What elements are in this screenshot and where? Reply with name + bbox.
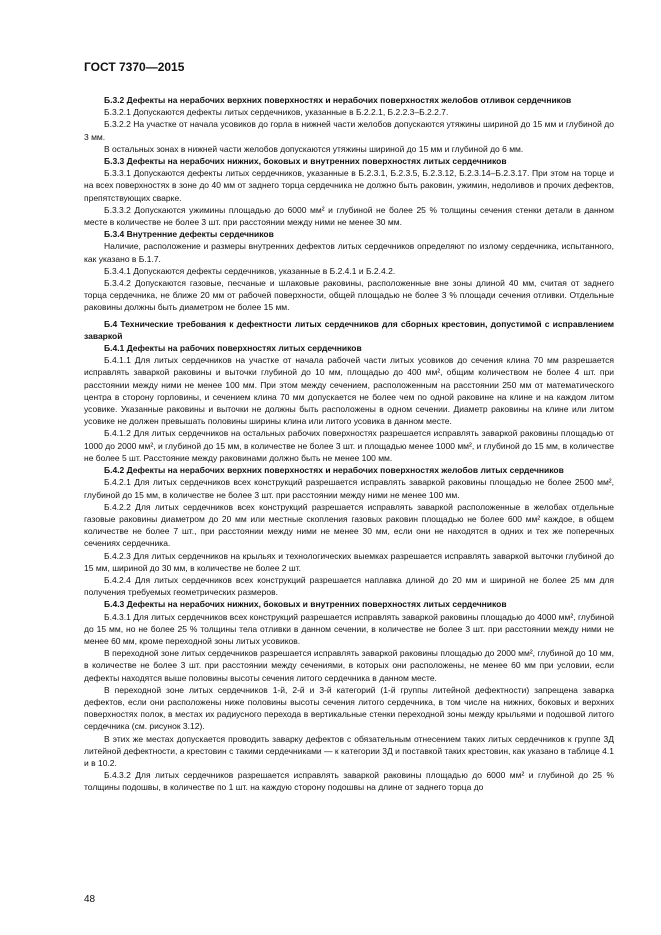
paragraph: Б.4.2.3 Для литых сердечников на крыльях и технологических выемках разрешается исправлять заваркой выточки глубиной до 15 мм, шириной до 30 мм, в количестве не более 2 шт. [84,550,614,573]
paragraph: Б.4.2.1 Для литых сердечников всех конструкций разрешается исправлять заваркой раковины площадью не более 2500 мм², глубиной до 15 мм, в количестве не более 3 шт. при расстоянии между ними не менее 100 мм. [84,477,614,500]
paragraph: Б.3.2.2 На участке от начала усовиков до горла в нижней части желобов допускаются утяжины шириной до 15 мм и глубиной до 3 мм. [84,119,614,142]
paragraph: Наличие, расположение и размеры внутренних дефектов литых сердечников определяют по излому сердечника, испытанного, как указано в Б.1.7. [84,241,614,264]
document-body [84,94,614,794]
section-heading: Б.4.2 Дефекты на нерабочих верхних поверхностях и нерабочих поверхностях желобов литых сердечников [104,465,564,476]
paragraph: В этих же местах допускается проводить заварку дефектов с обязательным отнесением таких литых сердечников к группе 3Д литейной дефектности, а крестовин с такими сердечниками — к категории 3Д и поставкой таких крестовин, как указано в таблице 4.1 и в 10.2. [84,733,614,768]
paragraph: Б.3.3.1 Допускаются дефекты литых сердечников, указанные в Б.2.3.1, Б.2.3.5, Б.2.3.12, Б.2.3.14–Б.2.3.17. При этом на торце и на всех поверхностях в зоне до 40 мм от заднего торца сердечника не должно быть раковин, ужимин, недоливов и прочих дефектов, препятствующих сварке. [84,168,614,203]
paragraph: Б.4.2.2 Для литых сердечников всех конструкций разрешается исправлять заваркой расположенные в желобах отдельные газовые раковины диаметром до 20 мм или местные скопления газовых раковин площадью не более 600 мм² каждое, в общем количестве не более 7 шт., при расстоянии между ними не менее 30 мм, если они не находятся в одних и тех же поперечных сечениях сердечника. [84,501,614,549]
section-heading: Б.4.1 Дефекты на рабочих поверхностях литых сердечников [104,343,362,354]
paragraph: Б.4.2.4 Для литых сердечников всех конструкций разрешается наплавка длиной до 20 мм и шириной не более 25 мм для получения требуемых геометрических размеров. [84,574,614,598]
section-heading: Б.4 Технические требования к дефектности литых сердечников для сборных крестовин, допустимой с исправлением заваркой [84,318,614,341]
paragraph: Б.3.4.2 Допускаются газовые, песчаные и шлаковые раковины, расположенные вне зоны длиной 40 мм, считая от заднего торца сердечника, не ближе 20 мм от рабочей поверхности, общей площадью не более 3 % площади сечения отливки. Отдельные раковины должны быть диаметром не более 15 мм. [84,278,614,313]
paragraph: В переходной зоне литых сердечников 1-й, 2-й и 3-й категорий (1-й группы литейной дефектности) запрещена заварка дефектов, если они расположены ниже половины высоты сечения литого сердечника, в том числе на нижних, боковых и верхних поверхностях полок, в местах их радиусного перехода в вертикальные стенки переходной зоны между крыльями и подошвой литого сердечника (см. рисунок 3.12). [84,684,614,732]
paragraph: Б.4.3.1 Для литых сердечников всех конструкций разрешается исправлять заваркой раковины площадью до 4000 мм², глубиной до 15 мм, но не более 25 % толщины тела отливки в данном сечении, в количестве не более 3 шт. при расстоянии между ними не менее 60 мм, кроме переходной зоны литых усовиков. [84,611,614,646]
section-heading: Б.3.2 Дефекты на нерабочих верхних поверхностях и нерабочих поверхностях желобов отливок сердечников [104,95,572,105]
paragraph: Б.4.1.2 Для литых сердечников на остальных рабочих поверхностях разрешается исправлять заваркой раковины площадью от 1000 до 2000 мм², и глубиной до 15 мм, в количестве не более 3 шт. и площадью менее 1000 мм², и глубиной до 15 мм, в количестве не более 5 шт. Расстояние между раковинами должно быть не менее 100 мм. [84,428,614,463]
page-number: 48 [84,894,96,905]
section-heading: Б.3.4 Внутренние дефекты сердечников [104,229,274,240]
paragraph: В переходной зоне литых сердечников разрешается исправлять заваркой раковины площадью до 2000 мм², глубиной до 10 мм, в количестве не более 3 шт. при расстоянии между сечениями, в которых они расположены, не менее 60 мм при условии, если дефекты находятся выше половины высоты сечения литого сердечника в данном месте. [84,648,614,683]
section-heading: Б.4.3 Дефекты на нерабочих нижних, боковых и внутренних поверхностях литых сердечников [104,599,507,610]
paragraph: Б.3.2.1 Допускаются дефекты литых сердечников, указанные в Б.2.2.1, Б.2.2.3–Б.2.2.7. [104,107,449,118]
paragraph: В остальных зонах в нижней части желобов допускаются утяжины шириной до 15 мм и глубиной до 6 мм. [104,143,524,154]
section-heading: Б.3.3 Дефекты на нерабочих нижних, боковых и внутренних поверхностях литых сердечников [104,156,507,167]
paragraph: Б.3.4.1 Допускаются дефекты сердечников, указанные в Б.2.4.1 и Б.2.4.2. [104,265,396,276]
paragraph: Б.3.3.2 Допускаются ужимины площадью до 6000 мм² и глубиной не более 25 % толщины сечения стенки детали в данном месте в количестве не более 3 шт. при расстоянии между ними не менее 30 мм. [84,204,614,228]
document-header: ГОСТ 7370—2015 [84,60,185,74]
paragraph: Б.4.1.1 Для литых сердечников на участке от начала рабочей части литых усовиков до сечения клина 70 мм разрешается исправлять заваркой раковины и выточки глубиной до 10 мм, площадью до 400 мм², общим количеством не более 4 шт. при расстоянии между ними не менее 100 мм. При этом между сечением, расположенным на расстоянии 250 мм от математического центра в сторону горловины, и сечением клина 70 мм допускается не более чем по одной раковине на клине и на каждом литом усовике. Указанные раковины и выточки не должны быть расположены в одном сечении. Диаметр раковины на клине или литом усовике не должен превышать половины ширины клина или литого усовика в данном месте. [84,355,614,427]
paragraph: Б.4.3.2 Для литых сердечников разрешается исправлять заваркой раковины площадью до 6000 мм² и глубиной до 25 % толщины подошвы, в количестве по 1 шт. на каждую сторону подошвы на длине от заднего торца до [84,770,614,793]
